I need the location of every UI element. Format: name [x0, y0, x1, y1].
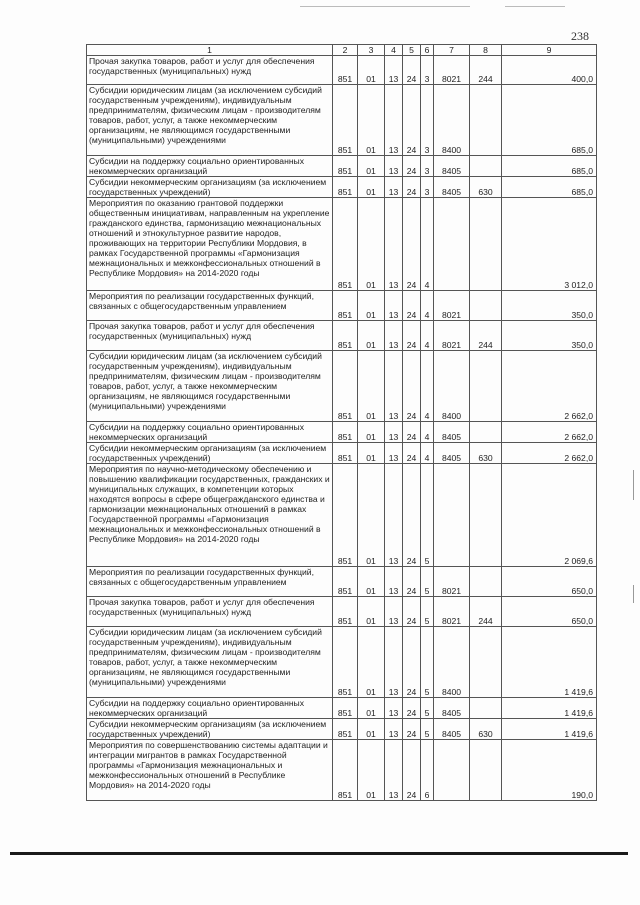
row-description: Субсидии юридическим лицам (за исключением субсидий государственным учреждениям), индивидуальным предпринимателям, физическим лицам - производителям товаров, работ, услуг, а также некоммерческим организациям, не являющимся государственными (муниципальными) учреждениями — [87, 85, 333, 156]
table-row — [87, 443, 597, 464]
row-code-8 — [470, 198, 502, 291]
row-code-5: 24 — [403, 740, 421, 801]
row-amount: 685,0 — [502, 85, 597, 156]
row-code-6: 4 — [421, 291, 434, 321]
row-code-3: 01 — [358, 351, 385, 422]
page-number: 238 — [571, 29, 589, 43]
row-code-4: 13 — [385, 177, 403, 198]
row-amount: 2 662,0 — [502, 422, 597, 443]
row-code-8 — [470, 567, 502, 597]
row-code-5: 24 — [403, 698, 421, 719]
row-code-5: 24 — [403, 567, 421, 597]
row-code-4: 13 — [385, 85, 403, 156]
row-code-6: 4 — [421, 321, 434, 351]
row-code-3: 01 — [358, 740, 385, 801]
row-code-6: 5 — [421, 627, 434, 698]
row-code-3: 01 — [358, 321, 385, 351]
budget-table — [86, 44, 597, 801]
row-description: Прочая закупка товаров, работ и услуг для обеспечения государственных (муниципальных) нужд — [87, 321, 333, 351]
header-cell: 7 — [434, 45, 470, 56]
row-amount: 350,0 — [502, 291, 597, 321]
row-code-3: 01 — [358, 56, 385, 85]
row-code-7: 8405 — [434, 177, 470, 198]
header-cell: 5 — [403, 45, 421, 56]
row-code-2: 851 — [333, 740, 358, 801]
row-code-7: 8405 — [434, 719, 470, 740]
row-amount: 2 662,0 — [502, 443, 597, 464]
row-code-4: 13 — [385, 740, 403, 801]
scan-margin-mark — [633, 585, 634, 603]
row-code-4: 13 — [385, 567, 403, 597]
table-row — [87, 740, 597, 801]
row-code-7: 8400 — [434, 85, 470, 156]
header-cell: 2 — [333, 45, 358, 56]
row-code-5: 24 — [403, 719, 421, 740]
table-row — [87, 698, 597, 719]
row-code-4: 13 — [385, 464, 403, 567]
row-code-8: 630 — [470, 443, 502, 464]
row-code-7: 8405 — [434, 422, 470, 443]
row-code-2: 851 — [333, 443, 358, 464]
row-code-6: 3 — [421, 56, 434, 85]
row-code-5: 24 — [403, 156, 421, 177]
row-amount: 685,0 — [502, 177, 597, 198]
table-row — [87, 351, 597, 422]
row-code-4: 13 — [385, 351, 403, 422]
row-code-6: 3 — [421, 177, 434, 198]
row-code-3: 01 — [358, 443, 385, 464]
row-description: Субсидии некоммерческим организациям (за исключением государственных учреждений) — [87, 177, 333, 198]
row-code-8: 630 — [470, 177, 502, 198]
row-amount: 1 419,6 — [502, 719, 597, 740]
row-code-8 — [470, 291, 502, 321]
row-code-2: 851 — [333, 719, 358, 740]
row-code-7: 8021 — [434, 567, 470, 597]
row-code-5: 24 — [403, 627, 421, 698]
row-code-8: 244 — [470, 321, 502, 351]
row-code-2: 851 — [333, 627, 358, 698]
row-description: Субсидии юридическим лицам (за исключением субсидий государственным учреждениям), индивидуальным предпринимателям, физическим лицам - производителям товаров, работ, услуг, а также некоммерческим организациям, не являющимся государственными (муниципальными) учреждениями — [87, 627, 333, 698]
row-amount: 2 662,0 — [502, 351, 597, 422]
row-description: Субсидии юридическим лицам (за исключением субсидий государственным учреждениям), индивидуальным предпринимателям, физическим лицам - производителям товаров, работ, услуг, а также некоммерческим организациям, не являющимся государственными (муниципальными) учреждениями — [87, 351, 333, 422]
row-code-5: 24 — [403, 351, 421, 422]
row-code-6: 5 — [421, 698, 434, 719]
row-code-4: 13 — [385, 321, 403, 351]
table-row — [87, 85, 597, 156]
row-code-8: 244 — [470, 56, 502, 85]
header-cell: 6 — [421, 45, 434, 56]
row-code-8 — [470, 422, 502, 443]
table-row — [87, 321, 597, 351]
row-code-2: 851 — [333, 321, 358, 351]
row-code-4: 13 — [385, 198, 403, 291]
row-code-3: 01 — [358, 156, 385, 177]
row-code-4: 13 — [385, 627, 403, 698]
row-code-8: 630 — [470, 719, 502, 740]
row-code-6: 4 — [421, 351, 434, 422]
table-row — [87, 464, 597, 567]
table-row — [87, 156, 597, 177]
row-code-7 — [434, 740, 470, 801]
row-code-7: 8405 — [434, 443, 470, 464]
scan-margin-mark — [633, 470, 634, 500]
row-code-7: 8021 — [434, 321, 470, 351]
row-code-3: 01 — [358, 198, 385, 291]
row-code-7: 8021 — [434, 597, 470, 627]
row-code-7: 8021 — [434, 56, 470, 85]
row-code-3: 01 — [358, 85, 385, 156]
row-code-5: 24 — [403, 198, 421, 291]
row-code-6: 3 — [421, 156, 434, 177]
row-description: Мероприятия по совершенствованию системы адаптации и интеграции мигрантов в рамках Государственной программы «Гармонизация межнациональных и межконфессиональных отношений в Республике Мордовия» на 2014-2020 годы — [87, 740, 333, 801]
row-code-8 — [470, 740, 502, 801]
table-row — [87, 291, 597, 321]
header-cell: 8 — [470, 45, 502, 56]
row-code-2: 851 — [333, 351, 358, 422]
row-amount: 650,0 — [502, 567, 597, 597]
row-code-8: 244 — [470, 597, 502, 627]
row-amount: 190,0 — [502, 740, 597, 801]
row-code-3: 01 — [358, 627, 385, 698]
row-code-2: 851 — [333, 156, 358, 177]
row-code-4: 13 — [385, 597, 403, 627]
row-amount: 650,0 — [502, 597, 597, 627]
row-code-6: 5 — [421, 719, 434, 740]
row-amount: 685,0 — [502, 156, 597, 177]
row-code-7 — [434, 464, 470, 567]
row-code-2: 851 — [333, 56, 358, 85]
row-code-8 — [470, 156, 502, 177]
row-description: Субсидии некоммерческим организациям (за исключением государственных учреждений) — [87, 719, 333, 740]
table-row — [87, 422, 597, 443]
row-description: Субсидии некоммерческим организациям (за исключением государственных учреждений) — [87, 443, 333, 464]
row-code-5: 24 — [403, 291, 421, 321]
row-description: Мероприятия по реализации государственных функций, связанных с общегосударственным управлением — [87, 291, 333, 321]
row-code-7: 8400 — [434, 351, 470, 422]
row-code-7: 8405 — [434, 156, 470, 177]
row-code-7: 8021 — [434, 291, 470, 321]
table-row — [87, 56, 597, 85]
row-code-5: 24 — [403, 177, 421, 198]
row-code-5: 24 — [403, 321, 421, 351]
table-row — [87, 198, 597, 291]
row-description: Мероприятия по научно-методическому обеспечению и повышению квалификации государственных, гражданских и муниципальных служащих, в компетенции которых находятся вопросы в сфере общегражданского единства и гармонизации межнациональных отношений в рамках Государственной программы «Гармонизация межнациональных и межконфессиональных отношений в Республике Мордовия» на 2014-2020 годы — [87, 464, 333, 567]
row-code-8 — [470, 85, 502, 156]
row-description: Субсидии на поддержку социально ориентированных некоммерческих организаций — [87, 698, 333, 719]
row-code-6: 4 — [421, 422, 434, 443]
table-row — [87, 719, 597, 740]
row-code-3: 01 — [358, 464, 385, 567]
row-code-3: 01 — [358, 422, 385, 443]
row-code-6: 6 — [421, 740, 434, 801]
row-code-6: 4 — [421, 198, 434, 291]
row-code-4: 13 — [385, 422, 403, 443]
row-code-2: 851 — [333, 597, 358, 627]
row-amount: 350,0 — [502, 321, 597, 351]
row-code-2: 851 — [333, 198, 358, 291]
row-code-5: 24 — [403, 443, 421, 464]
row-code-7: 8400 — [434, 627, 470, 698]
row-amount: 3 012,0 — [502, 198, 597, 291]
row-code-2: 851 — [333, 464, 358, 567]
row-code-6: 5 — [421, 567, 434, 597]
header-cell: 9 — [502, 45, 597, 56]
header-cell: 1 — [87, 45, 333, 56]
row-description: Мероприятия по реализации государственных функций, связанных с общегосударственным управлением — [87, 567, 333, 597]
table-header-row — [87, 45, 597, 56]
row-code-8 — [470, 698, 502, 719]
table-row — [87, 177, 597, 198]
row-code-2: 851 — [333, 177, 358, 198]
row-code-6: 4 — [421, 443, 434, 464]
row-code-4: 13 — [385, 156, 403, 177]
row-code-3: 01 — [358, 698, 385, 719]
header-cell: 3 — [358, 45, 385, 56]
row-code-2: 851 — [333, 422, 358, 443]
row-code-4: 13 — [385, 698, 403, 719]
row-description: Мероприятия по оказанию грантовой поддержки общественным инициативам, направленным на укрепление гражданского единства, гармонизацию межнациональных отношений и этнокультурное развитие народов, проживающих на территории Республики Мордовия, в рамках Государственной программы «Гармонизация межнациональных и межконфессиональных отношений в Республике Мордовия» на 2014-2020 годы — [87, 198, 333, 291]
scan-top-rule-right — [505, 6, 565, 7]
row-amount: 400,0 — [502, 56, 597, 85]
row-code-6: 5 — [421, 464, 434, 567]
row-description: Прочая закупка товаров, работ и услуг для обеспечения государственных (муниципальных) нужд — [87, 597, 333, 627]
scan-top-rule — [300, 6, 470, 7]
row-code-3: 01 — [358, 291, 385, 321]
table-row — [87, 567, 597, 597]
row-code-8 — [470, 627, 502, 698]
row-code-4: 13 — [385, 443, 403, 464]
row-code-4: 13 — [385, 719, 403, 740]
row-code-4: 13 — [385, 56, 403, 85]
row-description: Прочая закупка товаров, работ и услуг для обеспечения государственных (муниципальных) нужд — [87, 56, 333, 85]
row-code-5: 24 — [403, 597, 421, 627]
row-code-3: 01 — [358, 177, 385, 198]
row-code-5: 24 — [403, 85, 421, 156]
row-code-2: 851 — [333, 85, 358, 156]
row-code-2: 851 — [333, 567, 358, 597]
row-code-6: 5 — [421, 597, 434, 627]
row-amount: 1 419,6 — [502, 627, 597, 698]
row-code-2: 851 — [333, 291, 358, 321]
row-code-5: 24 — [403, 464, 421, 567]
row-code-3: 01 — [358, 719, 385, 740]
row-description: Субсидии на поддержку социально ориентированных некоммерческих организаций — [87, 156, 333, 177]
table-row — [87, 627, 597, 698]
row-code-7 — [434, 198, 470, 291]
row-code-4: 13 — [385, 291, 403, 321]
row-code-3: 01 — [358, 567, 385, 597]
row-code-2: 851 — [333, 698, 358, 719]
row-code-5: 24 — [403, 56, 421, 85]
row-code-5: 24 — [403, 422, 421, 443]
row-code-6: 3 — [421, 85, 434, 156]
table-row — [87, 597, 597, 627]
row-amount: 2 069,6 — [502, 464, 597, 567]
header-cell: 4 — [385, 45, 403, 56]
row-code-7: 8405 — [434, 698, 470, 719]
row-code-3: 01 — [358, 597, 385, 627]
scan-bottom-rule — [10, 852, 628, 855]
row-amount: 1 419,6 — [502, 698, 597, 719]
row-code-8 — [470, 464, 502, 567]
row-code-8 — [470, 351, 502, 422]
row-description: Субсидии на поддержку социально ориентированных некоммерческих организаций — [87, 422, 333, 443]
